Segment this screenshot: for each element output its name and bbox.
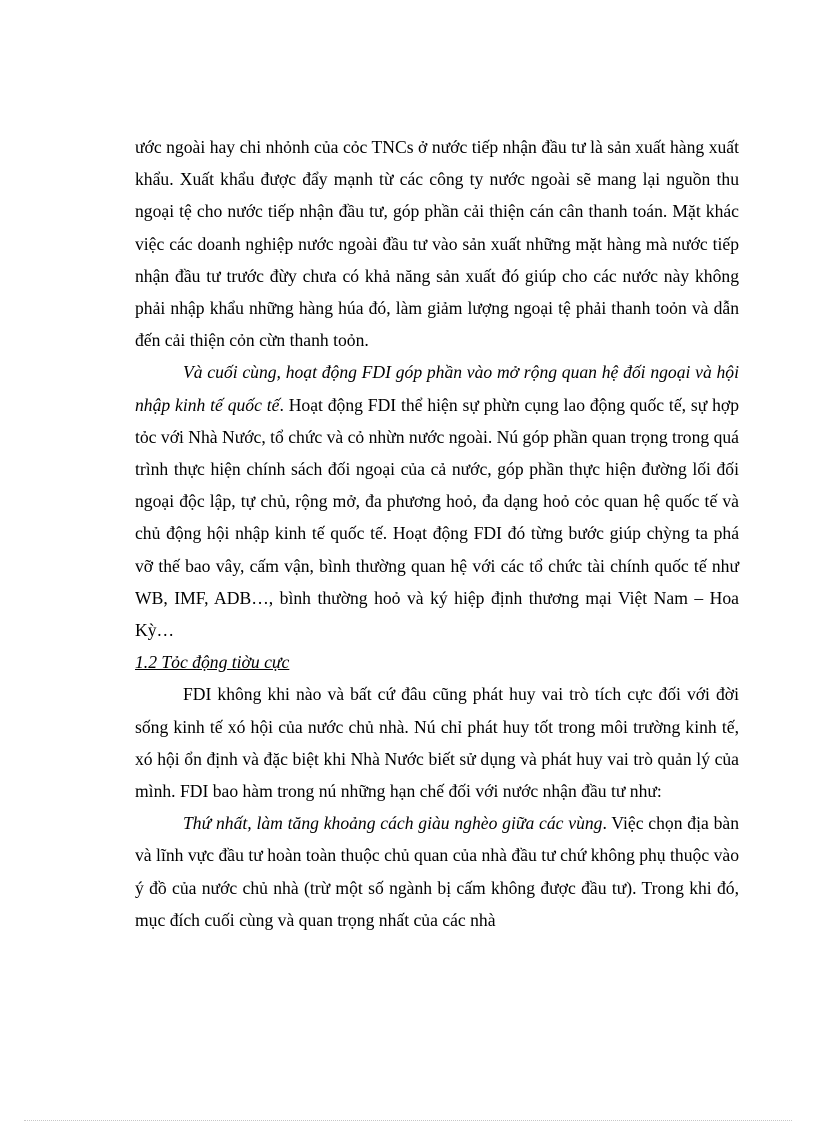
paragraph-4 [135, 807, 739, 936]
paragraph-4-italic-lead: Thứ nhất, làm tăng khoảng cách giàu nghèo giữa các vùng [183, 813, 603, 834]
paragraph-2 [135, 356, 739, 646]
document-body [135, 131, 739, 936]
page-bottom-divider [24, 1120, 792, 1121]
section-heading: 1.2 Tỏc động tiờu cực [135, 652, 290, 673]
paragraph-2-italic-lead: Và cuối cùng, hoạt động FDI góp phần vào mở rộng quan hệ đối ngoại và hội nhập kinh tế quốc tế [135, 362, 739, 415]
paragraph-3: FDI không khi nào và bất cứ đâu cũng phát huy vai trò tích cực đối với đời sống kinh tế xó hội của nước chủ nhà. Nú chỉ phát huy tốt trong môi trường kinh tế, xó hội ổn định và đặc biệt khi Nhà Nước biết sử dụng và phát huy vai trò quản lý của mình. FDI bao hàm trong nú những hạn chế đối với nước nhận đầu tư như: [135, 684, 739, 802]
paragraph-1: ước ngoài hay chi nhỏnh của cỏc TNCs ở nước tiếp nhận đầu tư là sản xuất hàng xuất khẩu. Xuất khẩu được đẩy mạnh từ các công ty nước ngoài sẽ mang lại nguồn thu ngoại tệ cho nước tiếp nhận đầu tư, góp phần cải thiện cán cân thanh toán. Mặt khác việc các doanh nghiệp nước ngoài đầu tư vào sản xuất những mặt hàng mà nước tiếp nhận đầu tư trước đừy chưa có khả năng sản xuất đó giúp cho các nước này không phải nhập khẩu những hàng húa đó, làm giảm lượng ngoại tệ phải thanh toỏn và dẫn đến cải thiện cỏn cừn thanh toỏn. [135, 137, 739, 351]
paragraph-2-text: . Hoạt động FDI thể hiện sự phừn cụng lao động quốc tế, sự hợp tỏc với Nhà Nước, tổ chức và cỏ nhừn nước ngoài. Nú góp phần quan trọng trong quá trình thực hiện chính sách đối ngoại của cả nước, góp phần thực hiện đường lối đối ngoại độc lập, tự chủ, rộng mở, đa phương hoỏ, đa dạng hoỏ cỏc quan hệ quốc tế và chủ động hội nhập kinh tế quốc tế. Hoạt động FDI đó từng bước giúp chỳng ta phá vỡ thế bao vây, cấm vận, bình thường quan hệ với các tổ chức tài chính quốc tế như WB, IMF, ADB…, bình thường hoỏ và ký hiệp định thương mại Việt Nam – Hoa Kỳ… [135, 394, 740, 641]
paragraph-4-text: . Việc chọn địa bàn và lĩnh vực đầu tư hoàn toàn thuộc chủ quan của nhà đầu tư chứ không phụ thuộc vào ý đồ của nước chủ nhà (trừ một số ngành bị cấm không được đầu tư). Trong khi đó, mục đích cuối cùng và quan trọng nhất của các nhà [135, 813, 739, 930]
